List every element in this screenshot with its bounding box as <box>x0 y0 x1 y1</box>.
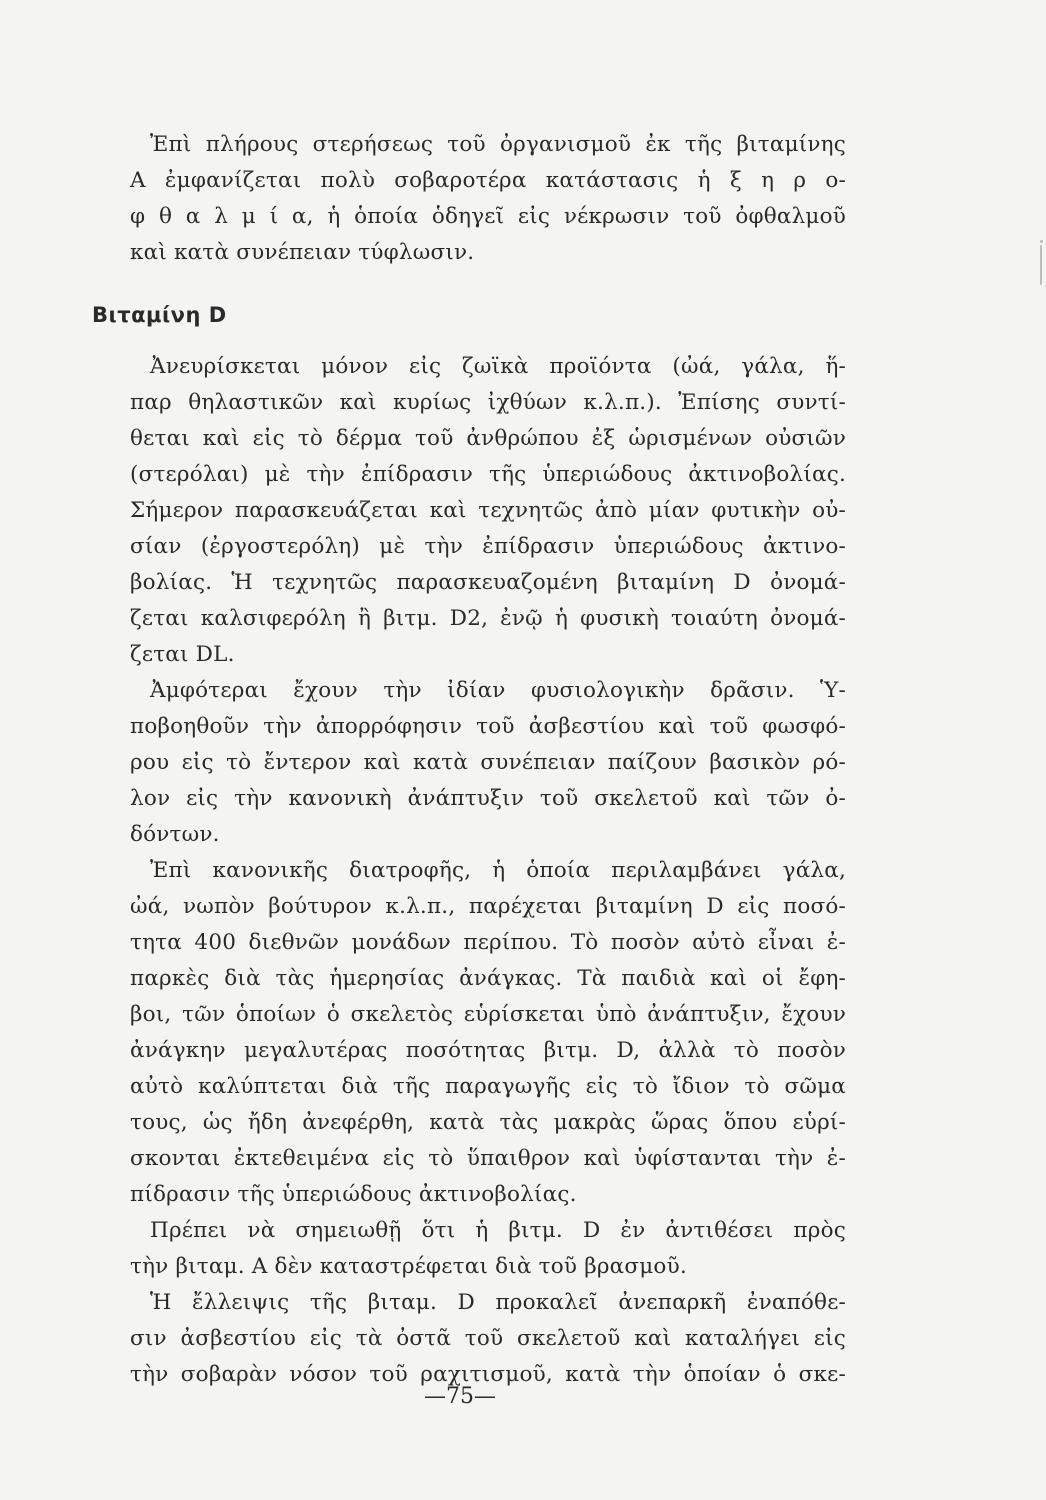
scan-speck <box>1040 245 1042 285</box>
text-line: τὴν σοβαρὰν νόσον τοῦ ραχιτισμοῦ, κατὰ τὴν ὁποίαν ὁ σκε- <box>130 1362 846 1387</box>
text-line: (στερόλαι) μὲ τὴν ἐπίδρασιν τῆς ὑπεριώδους ἀκτινοβολίας. <box>130 462 846 487</box>
text-line: Ἀνευρίσκεται μόνον εἰς ζωϊκὰ προϊόντα (ὠά, γάλα, ἥ- <box>150 354 846 379</box>
text-line: Ἐπὶ πλήρους στερήσεως τοῦ ὀργανισμοῦ ἐκ τῆς βιταμίνης <box>150 132 846 157</box>
scan-speck <box>1040 240 1043 243</box>
text-line: πίδρασιν τῆς ὑπεριώδους ἀκτινοβολίας. <box>130 1182 577 1207</box>
text-line: βοι, τῶν ὁποίων ὁ σκελετὸς εὑρίσκεται ὑπὸ ἀνάπτυξιν, ἔχουν <box>130 1002 846 1027</box>
page-number: —75— <box>424 1384 496 1409</box>
text-line: σκονται ἐκτεθειμένα εἰς τὸ ὕπαιθρον καὶ ὑφίστανται τὴν ἐ- <box>130 1146 846 1171</box>
text-line: παρ θηλαστικῶν καὶ κυρίως ἰχθύων κ.λ.π.). Ἐπίσης συντί- <box>130 390 846 415</box>
section-heading: Βιταμίνη D <box>92 303 227 327</box>
text-line: θεται καὶ εἰς τὸ δέρμα τοῦ ἀνθρώπου ἐξ ὡρισμένων οὐσιῶν <box>130 426 846 451</box>
text-line: τους, ὡς ἤδη ἀνεφέρθη, κατὰ τὰς μακρὰς ὥρας ὅπου εὑρί- <box>130 1110 846 1135</box>
text-line: ζεται DL. <box>130 642 235 667</box>
text-line: σίαν (ἐργοστερόλη) μὲ τὴν ἐπίδρασιν ὑπεριώδους ἀκτινο- <box>130 534 846 559</box>
text-line: ὠά, νωπὸν βούτυρον κ.λ.π., παρέχεται βιταμίνη D εἰς ποσό- <box>130 894 846 919</box>
text-line: ποβοηθοῦν τὴν ἀπορρόφησιν τοῦ ἀσβεστίου καὶ τοῦ φωσφό- <box>130 714 846 739</box>
text-line: Πρέπει νὰ σημειωθῇ ὅτι ἡ βιτμ. D ἐν ἀντιθέσει πρὸς <box>150 1218 846 1243</box>
text-line: Ἐπὶ κανονικῆς διατροφῆς, ἡ ὁποία περιλαμβάνει γάλα, <box>150 858 846 883</box>
text-line: ἀνάγκην μεγαλυτέρας ποσότητας βιτμ. D, ἀλλὰ τὸ ποσὸν <box>130 1038 846 1063</box>
text-line: παρκὲς διὰ τὰς ἡμερησίας ἀνάγκας. Τὰ παιδιὰ καὶ οἱ ἔφη- <box>130 966 846 991</box>
text-line: καὶ κατὰ συνέπειαν τύφλωσιν. <box>130 240 475 265</box>
text-line: Σήμερον παρασκευάζεται καὶ τεχνητῶς ἀπὸ μίαν φυτικὴν οὐ- <box>130 498 846 523</box>
text-line: ζεται καλσιφερόλη ἢ βιτμ. D2, ἐνῷ ἡ φυσικὴ τοιαύτη ὀνομά- <box>130 606 846 631</box>
text-line: Ἡ ἔλλειψις τῆς βιταμ. D προκαλεῖ ἀνεπαρκῆ ἐναπόθε- <box>150 1290 846 1315</box>
text-line: τητα 400 διεθνῶν μονάδων περίπου. Τὸ ποσὸν αὐτὸ εἶναι ἐ- <box>130 930 846 955</box>
text-line: ρου εἰς τὸ ἔντερον καὶ κατὰ συνέπειαν παίζουν βασικὸν ρό- <box>130 750 846 775</box>
text-line: δόντων. <box>130 822 220 847</box>
text-line: τὴν βιταμ. Α δὲν καταστρέφεται διὰ τοῦ βρασμοῦ. <box>130 1254 687 1279</box>
text-line: βολίας. Ἡ τεχνητῶς παρασκευαζομένη βιταμίνη D ὀνομά- <box>130 570 846 595</box>
text-line: λον εἰς τὴν κανονικὴ ἀνάπτυξιν τοῦ σκελετοῦ καὶ τῶν ὀ- <box>130 786 846 811</box>
text-line: σιν ἀσβεστίου εἰς τὰ ὀστᾶ τοῦ σκελετοῦ καὶ καταλήγει εἰς <box>130 1326 846 1351</box>
text-line: Α ἐμφανίζεται πολὺ σοβαροτέρα κατάστασις ἡ ξ η ρ ο- <box>130 168 846 193</box>
text-line: αὐτὸ καλύπτεται διὰ τῆς παραγωγῆς εἰς τὸ ἴδιον τὸ σῶμα <box>130 1074 846 1099</box>
text-line: Ἀμφότεραι ἔχουν τὴν ἰδίαν φυσιολογικὴν δρᾶσιν. Ὑ- <box>150 678 846 703</box>
text-line: φ θ α λ μ ί α, ἡ ὁποία ὁδηγεῖ εἰς νέκρωσιν τοῦ ὀφθαλμοῦ <box>130 204 846 229</box>
